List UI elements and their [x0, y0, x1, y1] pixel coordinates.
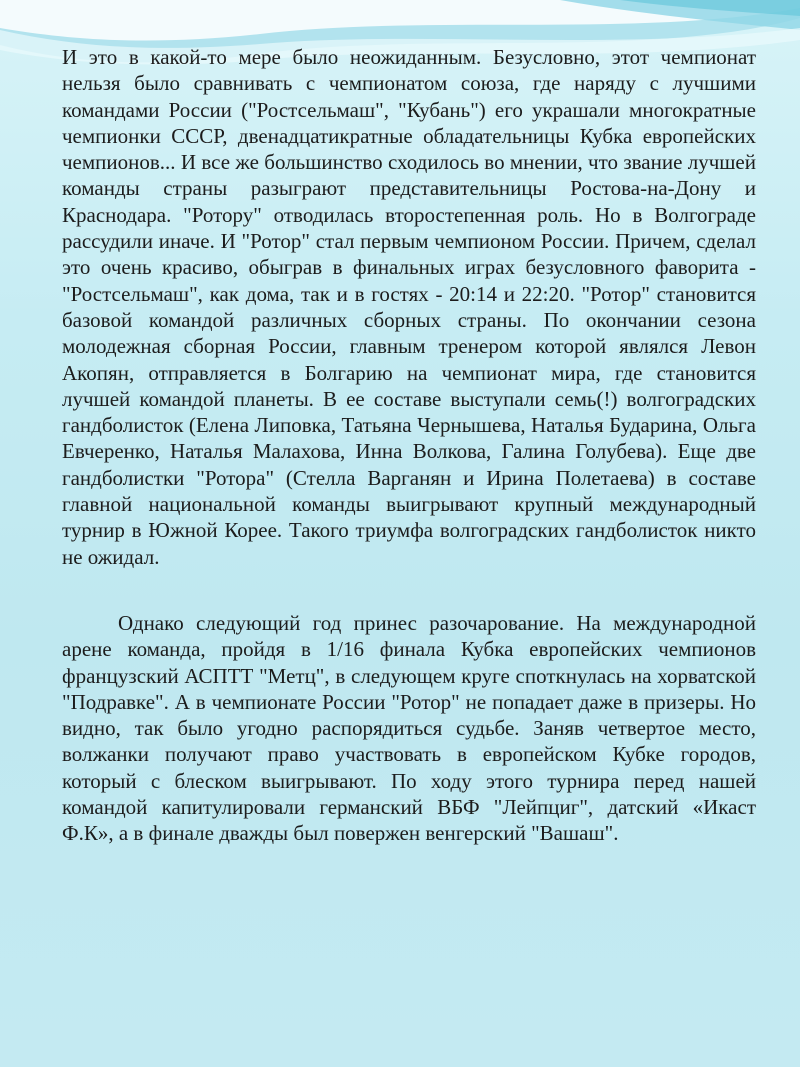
document-body [62, 44, 756, 847]
paragraph-2: Однако следующий год принес разочарование. На международной арене команда, пройдя в 1/16 финала Кубка европейских чемпионов французский АСПТТ "Метц", в следующем круге споткнулась на хорватской "Подравке". А в чемпионате России "Ротор" не попадает даже в призеры. Но видно, так было угодно распорядиться судьбе. Заняв четвертое место, волжанки получают право участвовать в европейском Кубке городов, который с блеском выигрывают. По ходу этого турнира перед нашей командой капитулировали германский ВБФ "Лейпциг", датский «Икаст Ф.К», а в финале дважды был повержен венгерский "Вашаш". [62, 610, 756, 846]
paragraph-1: И это в какой-то мере было неожиданным. Безусловно, этот чемпионат нельзя было сравнивать с чемпионатом союза, где наряду с лучшими командами России ("Ростсельмаш", "Кубань") его украшали многократные чемпионки СССР, двенадцатикратные обладательницы Кубка европейских чемпионов... И все же большинство сходилось во мнении, что звание лучшей команды страны разыграют представительницы Ростова-на-Дону и Краснодара. "Ротору" отводилась второстепенная роль. Но в Волгограде рассудили иначе. И "Ротор" стал первым чемпионом России. Причем, сделал это очень красиво, обыграв в финальных играх безусловного фаворита - "Ростсельмаш", как дома, так и в гостях - 20:14 и 22:20. "Ротор" становится базовой командой различных сборных страны. По окончании сезона молодежная сборная России, главным тренером которой являлся Левон Акопян, отправляется в Болгарию на чемпионат мира, где становится лучшей командой планеты. В ее составе выступали семь(!) волгоградских гандболисток (Елена Липовка, Татьяна Чернышева, Наталья Бударина, Ольга Евчеренко, Наталья Малахова, Инна Волкова, Галина Голубева). Еще две гандболистки "Ротора" (Стелла Варганян и Ирина Полетаева) в составе главной национальной команды выигрывают крупный международный турнир в Южной Корее. Такого триумфа волгоградских гандболисток никто не ожидал. [62, 45, 756, 569]
